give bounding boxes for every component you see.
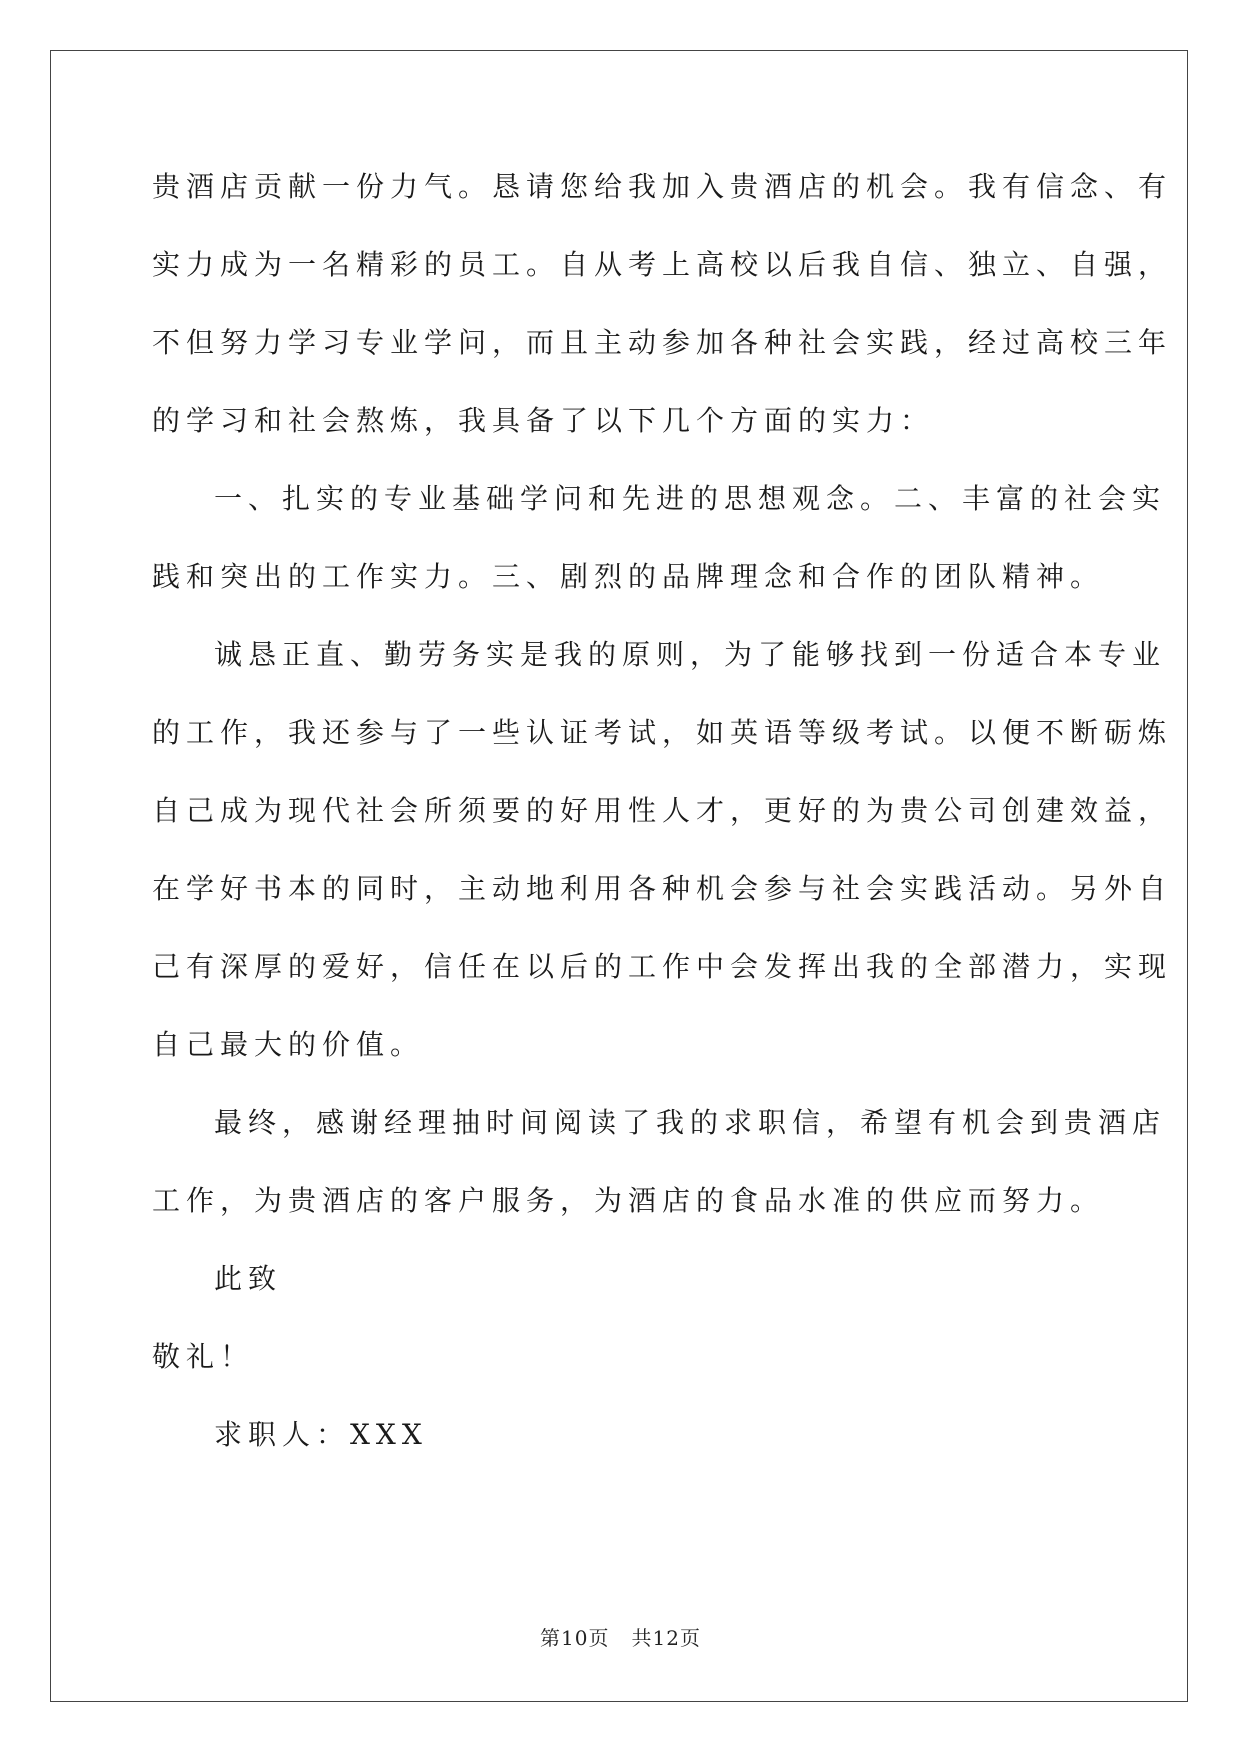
body-line: 实力成为一名精彩的员工。自从考上高校以后我自信、独立、自强， <box>152 248 1173 281</box>
letter-body <box>152 160 1173 1486</box>
body-line: 的学习和社会熬炼，我具备了以下几个方面的实力： <box>152 404 935 437</box>
body-line: 己有深厚的爱好，信任在以后的工作中会发挥出我的全部潜力，实现 <box>152 950 1173 983</box>
page-total: 共12页 <box>631 1626 701 1650</box>
page-number: 第10页 <box>540 1626 610 1650</box>
body-line: 一、扎实的专业基础学问和先进的思想观念。二、丰富的社会实 <box>214 482 1167 515</box>
body-line: 不但努力学习专业学问，而且主动参加各种社会实践，经过高校三年 <box>152 326 1173 359</box>
body-line: 自己最大的价值。 <box>152 1028 425 1061</box>
body-line: 自己成为现代社会所须要的好用性人才，更好的为贵公司创建效益， <box>152 794 1173 827</box>
body-line: 在学好书本的同时，主动地利用各种机会参与社会实践活动。另外自 <box>152 872 1173 905</box>
closing-salutation: 此致 <box>214 1262 283 1295</box>
closing-regards: 敬礼！ <box>152 1340 255 1373</box>
page-footer <box>0 1622 1241 1651</box>
body-line: 最终，感谢经理抽时间阅读了我的求职信，希望有机会到贵酒店 <box>214 1106 1167 1139</box>
body-line: 工作，为贵酒店的客户服务，为酒店的食品水准的供应而努力。 <box>152 1184 1105 1217</box>
body-line: 诚恳正直、勤劳务实是我的原则，为了能够找到一份适合本专业 <box>214 638 1167 671</box>
body-line: 践和突出的工作实力。三、剧烈的品牌理念和合作的团队精神。 <box>152 560 1105 593</box>
body-line: 的工作，我还参与了一些认证考试，如英语等级考试。以便不断砺炼 <box>152 716 1173 749</box>
signature-line: 求职人：XXX <box>214 1418 428 1451</box>
body-line: 贵酒店贡献一份力气。恳请您给我加入贵酒店的机会。我有信念、有 <box>152 170 1173 203</box>
